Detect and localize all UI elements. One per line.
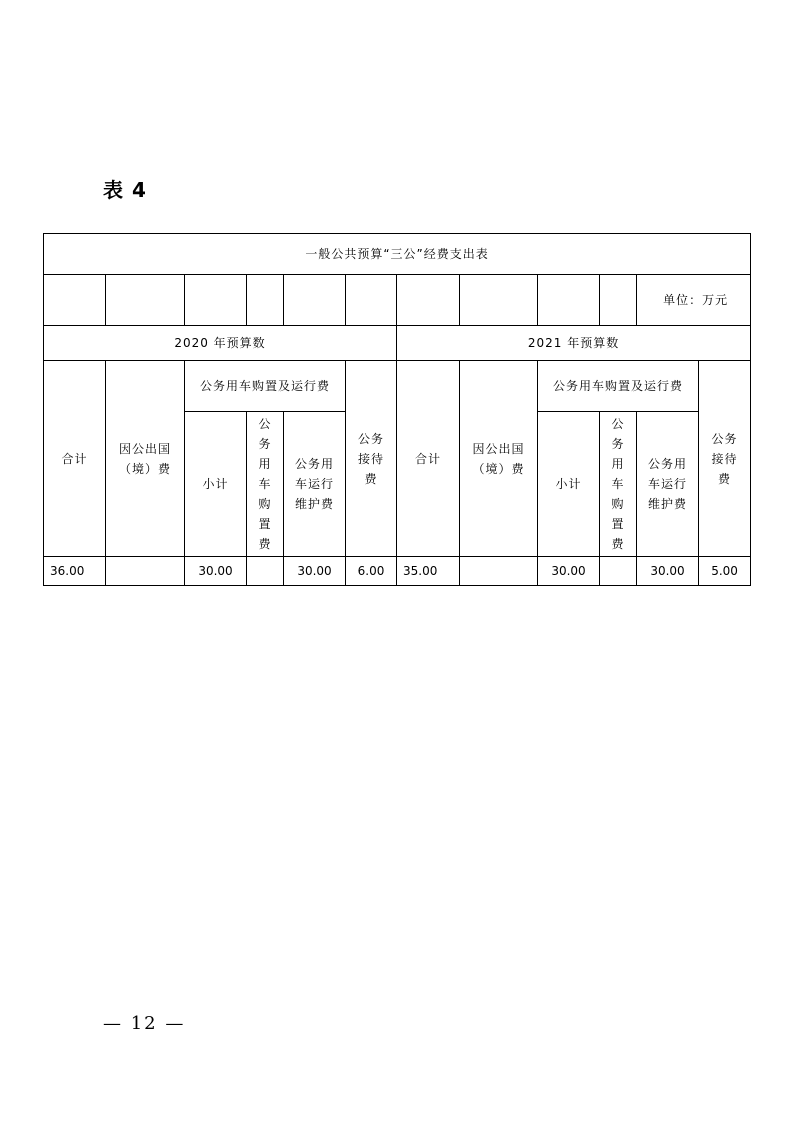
table-title: 一般公共预算“三公”经费支出表: [44, 234, 751, 275]
header-overseas-2021: 因公出国（境）费: [460, 361, 538, 557]
value-total-2021: 35.00: [397, 557, 460, 586]
header-subtotal-2020: 小计: [185, 412, 247, 557]
value-overseas-2021: [460, 557, 538, 586]
header-reception-2020: 公务接待费: [346, 361, 397, 557]
value-vehicle-maintenance-2020: 30.00: [284, 557, 346, 586]
year-2021-header: 2021 年预算数: [397, 326, 751, 361]
page-number: — 12 —: [103, 1013, 186, 1034]
header-overseas-2020: 因公出国（境）费: [106, 361, 185, 557]
header-total-2020: 合计: [44, 361, 106, 557]
header-total-2021: 合计: [397, 361, 460, 557]
table-row: [44, 557, 751, 586]
table-number-label: 表 4: [103, 178, 147, 202]
header-reception-2021: 公务接待费: [699, 361, 751, 557]
value-vehicle-purchase-2020: [247, 557, 284, 586]
header-vehicle-maintenance-2021: 公务用车运行维护费: [637, 412, 699, 557]
header-vehicle-purchase-2020: 公务用车购置费: [247, 412, 284, 557]
value-overseas-2020: [106, 557, 185, 586]
header-vehicle-group-2021: 公务用车购置及运行费: [538, 361, 699, 412]
value-vehicle-purchase-2021: [600, 557, 637, 586]
year-2020-header: 2020 年预算数: [44, 326, 397, 361]
header-vehicle-group-2020: 公务用车购置及运行费: [185, 361, 346, 412]
value-vehicle-maintenance-2021: 30.00: [637, 557, 699, 586]
three-public-expenses-table: [43, 233, 751, 586]
header-subtotal-2021: 小计: [538, 412, 600, 557]
value-reception-2021: 5.00: [699, 557, 751, 586]
value-reception-2020: 6.00: [346, 557, 397, 586]
value-total-2020: 36.00: [44, 557, 106, 586]
value-subtotal-2020: 30.00: [185, 557, 247, 586]
header-vehicle-purchase-2021: 公务用车购置费: [600, 412, 637, 557]
header-vehicle-maintenance-2020: 公务用车运行维护费: [284, 412, 346, 557]
value-subtotal-2021: 30.00: [538, 557, 600, 586]
unit-label: 单位：万元: [637, 275, 751, 326]
